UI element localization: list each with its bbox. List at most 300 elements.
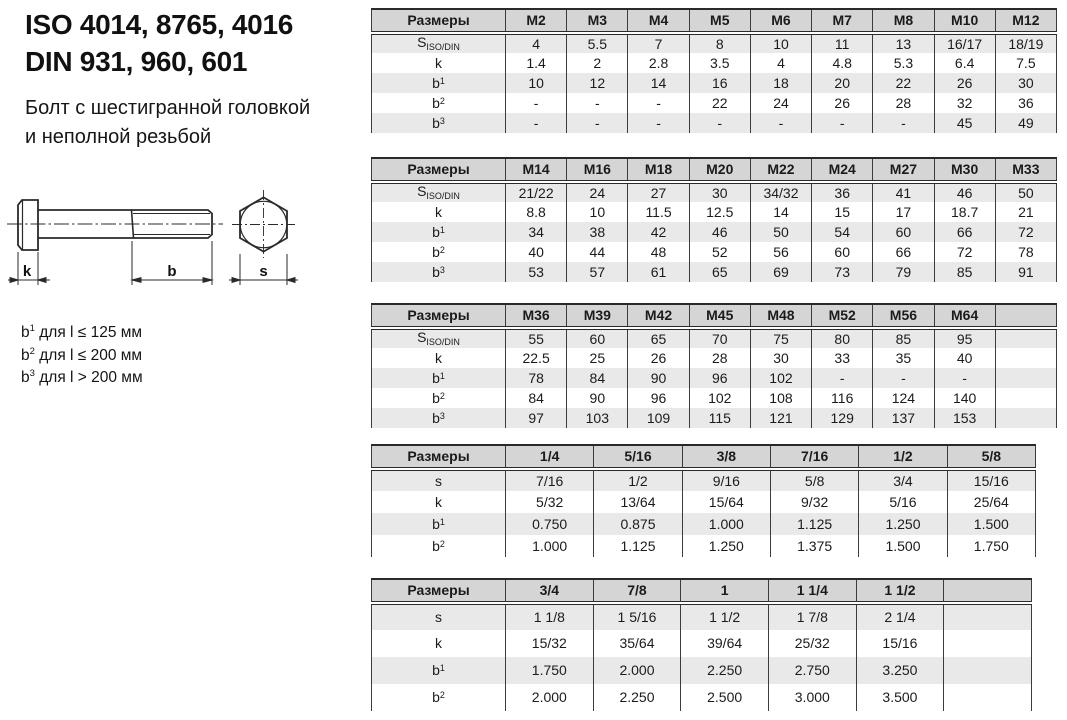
dimension-row	[372, 388, 1057, 408]
dimension-value-cell: 3.5	[689, 53, 750, 73]
dimension-value-cell	[944, 657, 1032, 684]
size-column-header: M20	[689, 158, 750, 182]
dimension-row	[372, 513, 1036, 535]
size-column-header: M52	[812, 304, 873, 328]
dimension-value-cell: 0.750	[506, 513, 594, 535]
size-column-header: 1 1/2	[856, 579, 944, 603]
dimension-value-cell: 95	[934, 328, 995, 348]
dimension-value-cell: 15/32	[506, 630, 594, 657]
dimension-value-cell: 22.5	[506, 348, 567, 368]
dimension-value-cell: -	[689, 113, 750, 133]
dimension-row	[372, 491, 1036, 513]
dimension-row-label: k	[372, 630, 506, 657]
dimension-value-cell: 4	[506, 33, 567, 53]
dimension-row	[372, 630, 1032, 657]
dimension-value-cell: 54	[812, 222, 873, 242]
dimension-value-cell: 1.500	[859, 535, 947, 557]
dimension-value-cell: 153	[934, 408, 995, 428]
dimension-value-cell: 7	[628, 33, 689, 53]
dimension-value-cell: 116	[812, 388, 873, 408]
dimension-value-cell: 1.375	[770, 535, 858, 557]
dimension-value-cell: 12	[567, 73, 628, 93]
dimension-value-cell: 38	[567, 222, 628, 242]
dimension-value-cell: 17	[873, 202, 934, 222]
dimension-value-cell	[944, 603, 1032, 630]
dimension-value-cell: 2.000	[506, 684, 594, 711]
empty-column-header	[944, 579, 1032, 603]
dimension-value-cell: 102	[750, 368, 811, 388]
dimension-row	[372, 368, 1057, 388]
dimension-value-cell: 96	[628, 388, 689, 408]
dimension-value-cell: 7.5	[995, 53, 1056, 73]
size-column-header: M42	[628, 304, 689, 328]
dimension-value-cell: 14	[628, 73, 689, 93]
dimension-value-cell: -	[750, 113, 811, 133]
size-column-header: M2	[506, 9, 567, 33]
size-column-header: M56	[873, 304, 934, 328]
dimension-value-cell: 25/32	[768, 630, 856, 657]
size-column-header: M64	[934, 304, 995, 328]
table-header-row	[372, 579, 1032, 603]
bolt-side-view	[7, 200, 223, 250]
dimension-value-cell: 10	[506, 73, 567, 93]
dimension-value-cell: 8	[689, 33, 750, 53]
dimension-value-cell: 50	[750, 222, 811, 242]
dimension-value-cell: 15/16	[856, 630, 944, 657]
dimension-value-cell: 5/16	[859, 491, 947, 513]
size-column-header: M48	[750, 304, 811, 328]
title-block	[25, 6, 370, 152]
dimension-row-label: s	[372, 469, 506, 491]
dimension-value-cell: 1 1/2	[681, 603, 769, 630]
size-column-header: M39	[567, 304, 628, 328]
dimension-value-cell: 69	[750, 262, 811, 282]
dimension-row	[372, 469, 1036, 491]
dimension-value-cell: 108	[750, 388, 811, 408]
dimension-value-cell: 32	[934, 93, 995, 113]
dimensions-table-inch-large	[371, 578, 1032, 711]
dimension-value-cell	[995, 388, 1056, 408]
dimension-value-cell: -	[567, 93, 628, 113]
dimension-value-cell: 84	[506, 388, 567, 408]
dimension-value-cell: -	[628, 93, 689, 113]
dimension-row	[372, 202, 1057, 222]
dimension-value-cell: 30	[689, 182, 750, 202]
dimensions-table-m36-m64	[371, 303, 1057, 428]
dimension-value-cell: 15	[812, 202, 873, 222]
dimension-value-cell	[995, 368, 1056, 388]
empty-column-header	[995, 304, 1056, 328]
row-label-header: Размеры	[372, 304, 506, 328]
size-column-header: 7/16	[770, 445, 858, 469]
dimension-value-cell: 40	[934, 348, 995, 368]
dimension-value-cell: 39/64	[681, 630, 769, 657]
dimension-value-cell: 25	[567, 348, 628, 368]
size-column-header: M16	[567, 158, 628, 182]
subtitle-line-1: Болт с шестигранной головкой	[25, 97, 311, 119]
dimension-value-cell: 137	[873, 408, 934, 428]
dimension-value-cell: 78	[995, 242, 1056, 262]
size-column-header: M5	[689, 9, 750, 33]
size-column-header: M4	[628, 9, 689, 33]
dimension-value-cell: 109	[628, 408, 689, 428]
dimension-row	[372, 222, 1057, 242]
dimension-row	[372, 113, 1057, 133]
dimension-value-cell: 18/19	[995, 33, 1056, 53]
dimension-value-cell: 9/16	[682, 469, 770, 491]
dimension-value-cell: 6.4	[934, 53, 995, 73]
dimension-row-label: $b^3$	[372, 113, 506, 133]
dimension-value-cell: 14	[750, 202, 811, 222]
bolt-drawing-svg	[5, 188, 305, 318]
dimension-value-cell: 22	[689, 93, 750, 113]
dimension-value-cell: 2	[567, 53, 628, 73]
table-header-row	[372, 445, 1036, 469]
dimensions-table-m2-m12	[371, 8, 1057, 133]
dimension-row	[372, 262, 1057, 282]
dimension-value-cell: 4	[750, 53, 811, 73]
dimension-value-cell: 2.250	[681, 657, 769, 684]
dimension-value-cell: 36	[812, 182, 873, 202]
dimension-value-cell: 72	[995, 222, 1056, 242]
dimension-value-cell: 121	[750, 408, 811, 428]
dimension-value-cell: 80	[812, 328, 873, 348]
dimension-value-cell: 84	[567, 368, 628, 388]
dimension-value-cell: 13	[873, 33, 934, 53]
dimension-value-cell: -	[873, 368, 934, 388]
dimension-k	[8, 252, 50, 285]
dimension-value-cell: 1.250	[859, 513, 947, 535]
dimension-value-cell: 56	[750, 242, 811, 262]
dimension-row-label: $b^2$	[372, 388, 506, 408]
dimension-value-cell: -	[506, 93, 567, 113]
dimension-value-cell: -	[812, 113, 873, 133]
dimension-value-cell: 97	[506, 408, 567, 428]
dimension-value-cell: 103	[567, 408, 628, 428]
size-column-header: M45	[689, 304, 750, 328]
dimension-value-cell: 0.875	[594, 513, 682, 535]
dimension-value-cell: 102	[689, 388, 750, 408]
dimension-value-cell: 8.8	[506, 202, 567, 222]
size-column-header: M30	[934, 158, 995, 182]
dimension-value-cell: 129	[812, 408, 873, 428]
dimension-value-cell: 2 1/4	[856, 603, 944, 630]
bolt-technical-drawing	[5, 188, 305, 318]
size-column-header: 7/8	[593, 579, 681, 603]
dimension-value-cell: -	[628, 113, 689, 133]
dimension-row-label: $b^3$	[372, 408, 506, 428]
dimension-value-cell: 18	[750, 73, 811, 93]
dimension-row-label: k	[372, 202, 506, 222]
dimension-row-label: $b^1$	[372, 513, 506, 535]
dimensions-table-m14-m33	[371, 157, 1057, 282]
size-column-header: M14	[506, 158, 567, 182]
dimension-value-cell	[944, 630, 1032, 657]
dimension-value-cell: 1 1/8	[506, 603, 594, 630]
dim-label-k: k	[22, 263, 32, 280]
page-title-iso: ISO 4014, 8765, 4016	[25, 9, 293, 40]
dimension-value-cell: 1.125	[594, 535, 682, 557]
dimension-value-cell: -	[567, 113, 628, 133]
dimension-value-cell	[995, 408, 1056, 428]
dimension-value-cell: 90	[628, 368, 689, 388]
size-column-header: M27	[873, 158, 934, 182]
dimension-value-cell: 44	[567, 242, 628, 262]
dimension-value-cell: 1 7/8	[768, 603, 856, 630]
size-column-header: M6	[750, 9, 811, 33]
dimension-value-cell: 49	[995, 113, 1056, 133]
dimension-value-cell	[995, 328, 1056, 348]
size-column-header: M10	[934, 9, 995, 33]
size-column-header: 1/2	[859, 445, 947, 469]
dimension-value-cell: -	[873, 113, 934, 133]
dimension-value-cell: 5/8	[770, 469, 858, 491]
size-column-header: M3	[567, 9, 628, 33]
dimension-value-cell: -	[506, 113, 567, 133]
subtitle-line-2: и неполной резьбой	[25, 126, 212, 148]
dimension-value-cell: 10	[567, 202, 628, 222]
dimension-value-cell: 1 5/16	[593, 603, 681, 630]
dimension-value-cell: 85	[934, 262, 995, 282]
dimension-value-cell: 85	[873, 328, 934, 348]
size-column-header: M33	[995, 158, 1056, 182]
dimension-row	[372, 93, 1057, 113]
dimension-row-label: $b^1$	[372, 368, 506, 388]
dimension-row-label: $b^3$	[372, 262, 506, 282]
size-column-header: M36	[506, 304, 567, 328]
dimension-value-cell: 1.750	[506, 657, 594, 684]
size-column-header: M12	[995, 9, 1056, 33]
dimension-value-cell: 5.5	[567, 33, 628, 53]
dimension-value-cell: 10	[750, 33, 811, 53]
dimension-value-cell: 52	[689, 242, 750, 262]
dimension-value-cell: 28	[873, 93, 934, 113]
dimension-value-cell: 7/16	[506, 469, 594, 491]
size-column-header: 3/4	[506, 579, 594, 603]
page-title-din: DIN 931, 960, 601	[25, 46, 248, 77]
dimension-row-label: $S_{ISO/DIN}$	[372, 328, 506, 348]
dimension-value-cell: 79	[873, 262, 934, 282]
dimension-value-cell: 3.500	[856, 684, 944, 711]
dimension-row	[372, 242, 1057, 262]
dimension-value-cell: 34	[506, 222, 567, 242]
dimension-value-cell: 2.8	[628, 53, 689, 73]
dimension-value-cell: -	[934, 368, 995, 388]
dimension-value-cell: 115	[689, 408, 750, 428]
dimension-value-cell: 21/22	[506, 182, 567, 202]
dimension-row	[372, 33, 1057, 53]
dimension-value-cell: 91	[995, 262, 1056, 282]
dimensions-table-inch-small	[371, 444, 1036, 557]
dimension-value-cell: 72	[934, 242, 995, 262]
dimension-value-cell: 3.250	[856, 657, 944, 684]
dimension-row-label: $b^1$	[372, 222, 506, 242]
dimension-value-cell: 11.5	[628, 202, 689, 222]
size-column-header: 1 1/4	[768, 579, 856, 603]
dimension-value-cell: 75	[750, 328, 811, 348]
dimension-row	[372, 328, 1057, 348]
dimension-value-cell: 57	[567, 262, 628, 282]
dimension-value-cell: 9/32	[770, 491, 858, 513]
dimension-row-label: $b^2$	[372, 93, 506, 113]
dimension-value-cell: 26	[628, 348, 689, 368]
dimension-value-cell: 140	[934, 388, 995, 408]
dimension-value-cell: 46	[934, 182, 995, 202]
size-column-header: 1	[681, 579, 769, 603]
size-column-header: 3/8	[682, 445, 770, 469]
dimension-value-cell: 21	[995, 202, 1056, 222]
dimension-value-cell: 1.000	[506, 535, 594, 557]
dimension-row-label: $b^1$	[372, 73, 506, 93]
dimension-value-cell: 2.250	[593, 684, 681, 711]
dimension-value-cell: 1.250	[682, 535, 770, 557]
dimension-row	[372, 657, 1032, 684]
dimension-row-label: k	[372, 491, 506, 513]
dimension-s	[229, 254, 298, 285]
dimension-value-cell: 27	[628, 182, 689, 202]
dim-label-b: b	[167, 263, 177, 280]
dimension-value-cell: 60	[812, 242, 873, 262]
dimension-value-cell: 5/32	[506, 491, 594, 513]
dimension-value-cell: 78	[506, 368, 567, 388]
dimension-row-label: s	[372, 603, 506, 630]
dimension-value-cell: 15/16	[947, 469, 1035, 491]
size-column-header: M24	[812, 158, 873, 182]
dimension-value-cell: 50	[995, 182, 1056, 202]
row-label-header: Размеры	[372, 579, 506, 603]
dimension-value-cell: 42	[628, 222, 689, 242]
dimension-row-label: $b^2$	[372, 535, 506, 557]
dimension-value-cell: 35/64	[593, 630, 681, 657]
dimension-row	[372, 348, 1057, 368]
table-header-row	[372, 158, 1057, 182]
page-subtitle	[25, 94, 370, 152]
dimension-row-label: $b^2$	[372, 242, 506, 262]
dimension-value-cell: 28	[689, 348, 750, 368]
dimension-value-cell: 4.8	[812, 53, 873, 73]
dimension-value-cell: 1.500	[947, 513, 1035, 535]
dimension-row	[372, 182, 1057, 202]
dimension-value-cell: 13/64	[594, 491, 682, 513]
dimension-value-cell: -	[812, 368, 873, 388]
size-column-header: 5/8	[947, 445, 1035, 469]
dimension-value-cell: 2.000	[593, 657, 681, 684]
dimension-row-label: $S_{ISO/DIN}$	[372, 182, 506, 202]
table-header-row	[372, 9, 1057, 33]
dimension-value-cell: 18.7	[934, 202, 995, 222]
dimension-value-cell: 20	[812, 73, 873, 93]
dimension-row	[372, 408, 1057, 428]
dimension-row-label: $S_{ISO/DIN}$	[372, 33, 506, 53]
dimension-value-cell: 5.3	[873, 53, 934, 73]
thread-length-notes	[21, 320, 143, 388]
dimension-value-cell: 3.000	[768, 684, 856, 711]
dimension-value-cell: 48	[628, 242, 689, 262]
dimension-value-cell: 15/64	[682, 491, 770, 513]
dimension-value-cell: 45	[934, 113, 995, 133]
dimension-value-cell: 11	[812, 33, 873, 53]
table-header-row	[372, 304, 1057, 328]
dimension-value-cell: 53	[506, 262, 567, 282]
dimension-value-cell: 66	[934, 222, 995, 242]
dimension-value-cell: 1.000	[682, 513, 770, 535]
dimension-value-cell: 16/17	[934, 33, 995, 53]
size-column-header: M7	[812, 9, 873, 33]
bolt-end-view-hexagon	[232, 190, 295, 258]
dimension-value-cell: 2.500	[681, 684, 769, 711]
dimension-value-cell: 2.750	[768, 657, 856, 684]
dimension-value-cell: 1/2	[594, 469, 682, 491]
dimension-row	[372, 603, 1032, 630]
size-column-header: M8	[873, 9, 934, 33]
dimension-value-cell: 60	[873, 222, 934, 242]
dimension-value-cell: 24	[567, 182, 628, 202]
dimension-row-label: k	[372, 53, 506, 73]
dimension-value-cell: 60	[567, 328, 628, 348]
dimension-value-cell: 1.125	[770, 513, 858, 535]
dimension-value-cell: 30	[995, 73, 1056, 93]
dimension-value-cell: 65	[689, 262, 750, 282]
size-column-header: M18	[628, 158, 689, 182]
dimension-value-cell: 36	[995, 93, 1056, 113]
row-label-header: Размеры	[372, 445, 506, 469]
dimension-value-cell: 30	[750, 348, 811, 368]
dim-label-s: s	[259, 263, 268, 280]
dimension-value-cell: 46	[689, 222, 750, 242]
note-b2: $b^2$ для l ≤ 200 мм	[21, 345, 143, 364]
dimension-value-cell	[944, 684, 1032, 711]
dimension-value-cell: 73	[812, 262, 873, 282]
row-label-header: Размеры	[372, 158, 506, 182]
dimension-row	[372, 535, 1036, 557]
dimension-value-cell: 90	[567, 388, 628, 408]
note-b3: $b^3$ для l > 200 мм	[21, 368, 143, 387]
dimension-value-cell: 34/32	[750, 182, 811, 202]
dimension-value-cell: 65	[628, 328, 689, 348]
dimension-row-label: $b^2$	[372, 684, 506, 711]
dimension-value-cell: 124	[873, 388, 934, 408]
dimension-value-cell	[995, 348, 1056, 368]
dimension-value-cell: 26	[934, 73, 995, 93]
dimension-value-cell: 16	[689, 73, 750, 93]
dimension-row-label: $b^1$	[372, 657, 506, 684]
dimension-value-cell: 12.5	[689, 202, 750, 222]
dimension-row	[372, 73, 1057, 93]
dimension-b	[132, 241, 212, 285]
dimension-row	[372, 684, 1032, 711]
row-label-header: Размеры	[372, 9, 506, 33]
dimension-value-cell: 3/4	[859, 469, 947, 491]
dimension-value-cell: 70	[689, 328, 750, 348]
dimension-value-cell: 66	[873, 242, 934, 262]
size-column-header: 1/4	[506, 445, 594, 469]
dimension-value-cell: 40	[506, 242, 567, 262]
dimension-value-cell: 22	[873, 73, 934, 93]
dimension-row-label: k	[372, 348, 506, 368]
dimension-value-cell: 33	[812, 348, 873, 368]
dimension-value-cell: 41	[873, 182, 934, 202]
dimension-value-cell: 55	[506, 328, 567, 348]
size-column-header: 5/16	[594, 445, 682, 469]
dimension-row	[372, 53, 1057, 73]
dimension-value-cell: 24	[750, 93, 811, 113]
size-column-header: M22	[750, 158, 811, 182]
note-b1: $b^1$ для l ≤ 125 мм	[21, 323, 143, 342]
dimension-value-cell: 25/64	[947, 491, 1035, 513]
dimension-value-cell: 61	[628, 262, 689, 282]
dimension-value-cell: 1.750	[947, 535, 1035, 557]
dimension-value-cell: 35	[873, 348, 934, 368]
